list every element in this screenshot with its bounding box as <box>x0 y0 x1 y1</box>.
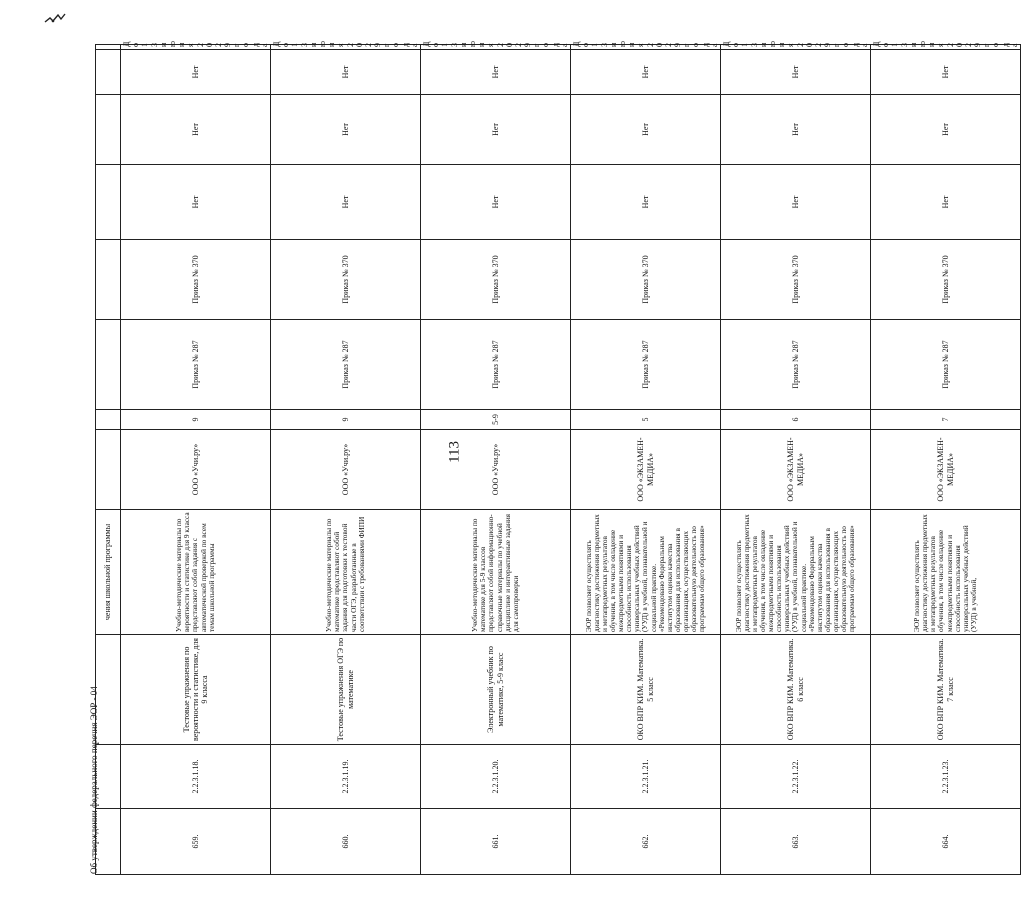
flag-cell-1: Нет <box>721 165 871 240</box>
table-row <box>271 45 421 875</box>
table-row <box>721 45 871 875</box>
registry-table <box>95 41 1021 875</box>
flag-cell-1: Нет <box>421 165 571 240</box>
resource-description-cell: Учебно-методические материалы по математике для 5-9 классов представляют собой информационно-справочные материалы по учебной дисциплине и интерактивные задания для самопроверки <box>421 510 571 635</box>
grade-cell: 9 <box>271 410 421 430</box>
grade-cell: 6 <box>721 410 871 430</box>
validity-term-cell: До 13 июня 2029 года <box>571 45 721 50</box>
row-number-cell: 660. <box>271 809 421 875</box>
header-cell-empty <box>96 410 121 430</box>
validity-term-cell: До 13 июня 2029 года <box>271 45 421 50</box>
order-287-cell: Приказ № 287 <box>271 320 421 410</box>
row-number-cell: 659. <box>121 809 271 875</box>
publisher-cell: ООО «ЭКЗАМЕН-МЕДИА» <box>571 430 721 510</box>
row-code-cell: 2.2.3.1.20. <box>421 745 571 809</box>
order-370-cell: Приказ № 370 <box>571 240 721 320</box>
flag-cell-3: Нет <box>421 50 571 95</box>
flag-cell-3: Нет <box>571 50 721 95</box>
flag-cell-3: Нет <box>721 50 871 95</box>
header-cell-empty <box>96 45 121 50</box>
row-code-cell: 2.2.3.1.18. <box>121 745 271 809</box>
resource-name-cell: ОКО ВПР КИМ. Математика. 5 класс <box>571 635 721 745</box>
flag-cell-3: Нет <box>271 50 421 95</box>
flag-cell-3: Нет <box>871 50 1021 95</box>
order-287-cell: Приказ № 287 <box>871 320 1021 410</box>
order-287-cell: Приказ № 287 <box>421 320 571 410</box>
header-cell-empty <box>96 95 121 165</box>
order-287-cell: Приказ № 287 <box>721 320 871 410</box>
header-cell-empty <box>96 165 121 240</box>
validity-term-cell: До 13 июня 2029 года <box>871 45 1021 50</box>
resource-description-cell: ЭОР позволяет осуществлять диагностику достижения предметных и метапредметных результатов обучения, в том числе овладение межпредметными понятиями и способность использования универсальных учебных действий (УУД) в учебной, <box>871 510 1021 635</box>
row-code-cell: 2.2.3.1.21. <box>571 745 721 809</box>
flag-cell-3: Нет <box>121 50 271 95</box>
resource-description-cell: ЭОР позволяет осуществлять диагностику достижения предметных и метапредметных результатов обучения, в том числе овладение межпредметными понятиями и способность использования универсальных учебных действий (УУД) в учебной, познавательной и социальной практике. «Рекомендовано Федеральным институтом оценки качества образования для использования в организациях, осуществляющих образовательную деятельность по программам общего образования» <box>721 510 871 635</box>
row-code-cell: 2.2.3.1.22. <box>721 745 871 809</box>
row-number-cell: 662. <box>571 809 721 875</box>
flag-cell-2: Нет <box>421 95 571 165</box>
grade-cell: 5 <box>571 410 721 430</box>
table-row <box>421 45 571 875</box>
registry-table-wrapper <box>95 41 1019 875</box>
order-370-cell: Приказ № 370 <box>271 240 421 320</box>
page-number: 113 <box>446 441 463 463</box>
table-row <box>571 45 721 875</box>
resource-description-cell: ЭОР позволяет осуществлять диагностику достижения предметных и метапредметных результатов обучения, в том числе овладение межпредметными понятиями и способность использования универсальных учебных действий (УУД) в учебной, познавательной и социальной практике. «Рекомендовано Федеральным институтом оценки качества образования для использования в организациях, осуществляющих образовательную деятельность по программам общего образования» <box>571 510 721 635</box>
header-cell-empty <box>96 635 121 745</box>
resource-name-cell: ОКО ВПР КИМ. Математика. 6 класс <box>721 635 871 745</box>
flag-cell-1: Нет <box>871 165 1021 240</box>
flag-cell-1: Нет <box>571 165 721 240</box>
order-287-cell: Приказ № 287 <box>571 320 721 410</box>
table-row <box>121 45 271 875</box>
resource-name-cell: Электронный учебник по математике, 5-9 класс <box>421 635 571 745</box>
table-header-row <box>96 45 121 875</box>
order-370-cell: Приказ № 370 <box>121 240 271 320</box>
validity-term-cell: До 13 июня 2029 года <box>121 45 271 50</box>
flag-cell-2: Нет <box>871 95 1021 165</box>
flag-cell-1: Нет <box>271 165 421 240</box>
row-number-cell: 661. <box>421 809 571 875</box>
header-cell-desc: чения школьной программы <box>96 510 121 635</box>
order-370-cell: Приказ № 370 <box>421 240 571 320</box>
scan-mark-icon <box>44 12 66 26</box>
order-287-cell: Приказ № 287 <box>121 320 271 410</box>
grade-cell: 5-9 <box>421 410 571 430</box>
row-code-cell: 2.2.3.1.23. <box>871 745 1021 809</box>
publisher-cell: ООО «ЭКЗАМЕН-МЕДИА» <box>871 430 1021 510</box>
header-cell-empty <box>96 50 121 95</box>
flag-cell-2: Нет <box>271 95 421 165</box>
resource-name-cell: Тестовые упражнения ОГЭ по математике <box>271 635 421 745</box>
order-370-cell: Приказ № 370 <box>871 240 1021 320</box>
header-cell-empty <box>96 320 121 410</box>
grade-cell: 7 <box>871 410 1021 430</box>
header-cell-empty <box>96 809 121 875</box>
order-370-cell: Приказ № 370 <box>721 240 871 320</box>
row-code-cell: 2.2.3.1.19. <box>271 745 421 809</box>
validity-term-cell: До 13 июня 2029 года <box>721 45 871 50</box>
header-cell-empty <box>96 745 121 809</box>
table-row <box>871 45 1021 875</box>
resource-description-cell: Учебно-методические материалы по математике представляют собой задания для подготовки к тестовой части ОГЭ, разработанные в соответствии с требованиями ФИПИ <box>271 510 421 635</box>
publisher-cell: ООО «Учи.ру» <box>271 430 421 510</box>
flag-cell-1: Нет <box>121 165 271 240</box>
row-number-cell: 664. <box>871 809 1021 875</box>
resource-name-cell: Тестовые упражнения по вероятности и статистике, для 9 класса <box>121 635 271 745</box>
grade-cell: 9 <box>121 410 271 430</box>
publisher-cell: ООО «ЭКЗАМЕН-МЕДИА» <box>721 430 871 510</box>
resource-description-cell: Учебно-методические материалы по вероятности и статистике для 9 класса представляют собой задания с автоматической проверкой по всем темам школьной программы <box>121 510 271 635</box>
row-number-cell: 663. <box>721 809 871 875</box>
flag-cell-2: Нет <box>121 95 271 165</box>
resource-name-cell: ОКО ВПР КИМ. Математика. 7 класс <box>871 635 1021 745</box>
publisher-cell: ООО «Учи.ру» <box>421 430 571 510</box>
footer-note: Об утверждении федерального перечня ЭОР - 04 <box>89 686 99 874</box>
publisher-cell: ООО «Учи.ру» <box>121 430 271 510</box>
header-cell-empty <box>96 240 121 320</box>
validity-term-cell: До 13 июня 2029 года <box>421 45 571 50</box>
flag-cell-2: Нет <box>571 95 721 165</box>
flag-cell-2: Нет <box>721 95 871 165</box>
header-cell-empty <box>96 430 121 510</box>
